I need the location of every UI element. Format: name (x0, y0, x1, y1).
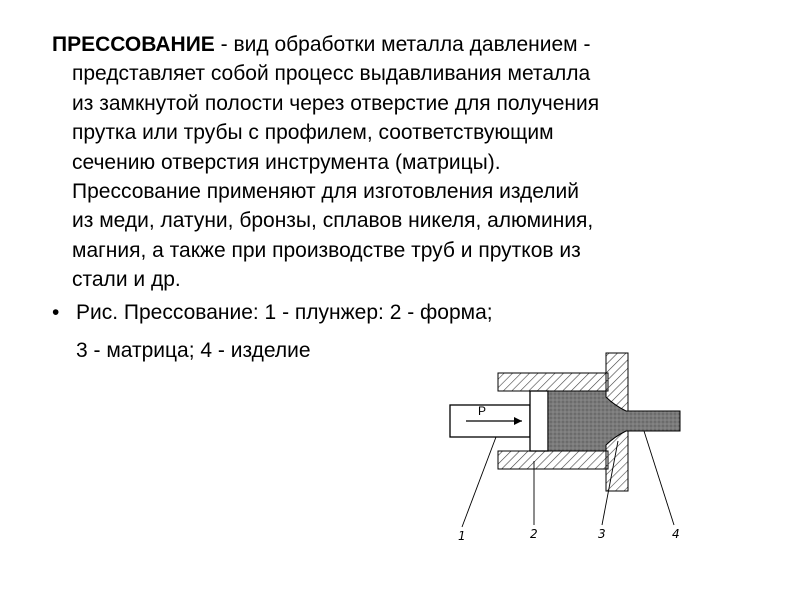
definition-line-7: из меди, латуни, бронзы, сплавов никеля, алюминия, (72, 209, 594, 233)
definition-line-1 (52, 30, 752, 59)
definition-line-4: прутка или трубы с профилем, соответствующим (72, 121, 554, 145)
plunger-head (530, 391, 548, 451)
container-top-wall (498, 373, 608, 391)
definition-line-6: Прессование применяют для изготовления изделий (72, 180, 579, 204)
callout-3: 3 (598, 527, 606, 541)
callout-4-leader (644, 431, 674, 525)
definition-line-9: стали и др. (72, 268, 181, 292)
definition-line-2: представляет собой процесс выдавливания металла (72, 62, 591, 86)
definition-line-5: сечению отверстия инструмента (матрицы). (72, 150, 501, 174)
definition-paragraph (52, 30, 752, 295)
pressure-label: P (478, 404, 487, 418)
pressing-diagram-svg (430, 345, 700, 545)
callout-2: 2 (530, 527, 538, 541)
callout-4: 4 (672, 527, 680, 541)
pressing-diagram (430, 345, 700, 545)
definition-line-1-text: - вид обработки металла давлением - (214, 33, 591, 56)
caption-text-1: Рис. Прессование: 1 - плунжер: 2 - форма; (76, 301, 493, 324)
definition-term: ПРЕССОВАНИЕ (52, 33, 215, 56)
definition-line-3: из замкнутой полости через отверстие для получения (72, 91, 600, 115)
caption-text-2: 3 - матрица; 4 - изделие (76, 339, 311, 362)
callout-1-leader (462, 437, 496, 527)
callout-1: 1 (458, 529, 466, 543)
definition-line-8: магния, а также при производстве труб и прутков из (72, 238, 581, 262)
container-bottom-wall (498, 451, 608, 469)
bullet-icon: • (52, 301, 60, 324)
